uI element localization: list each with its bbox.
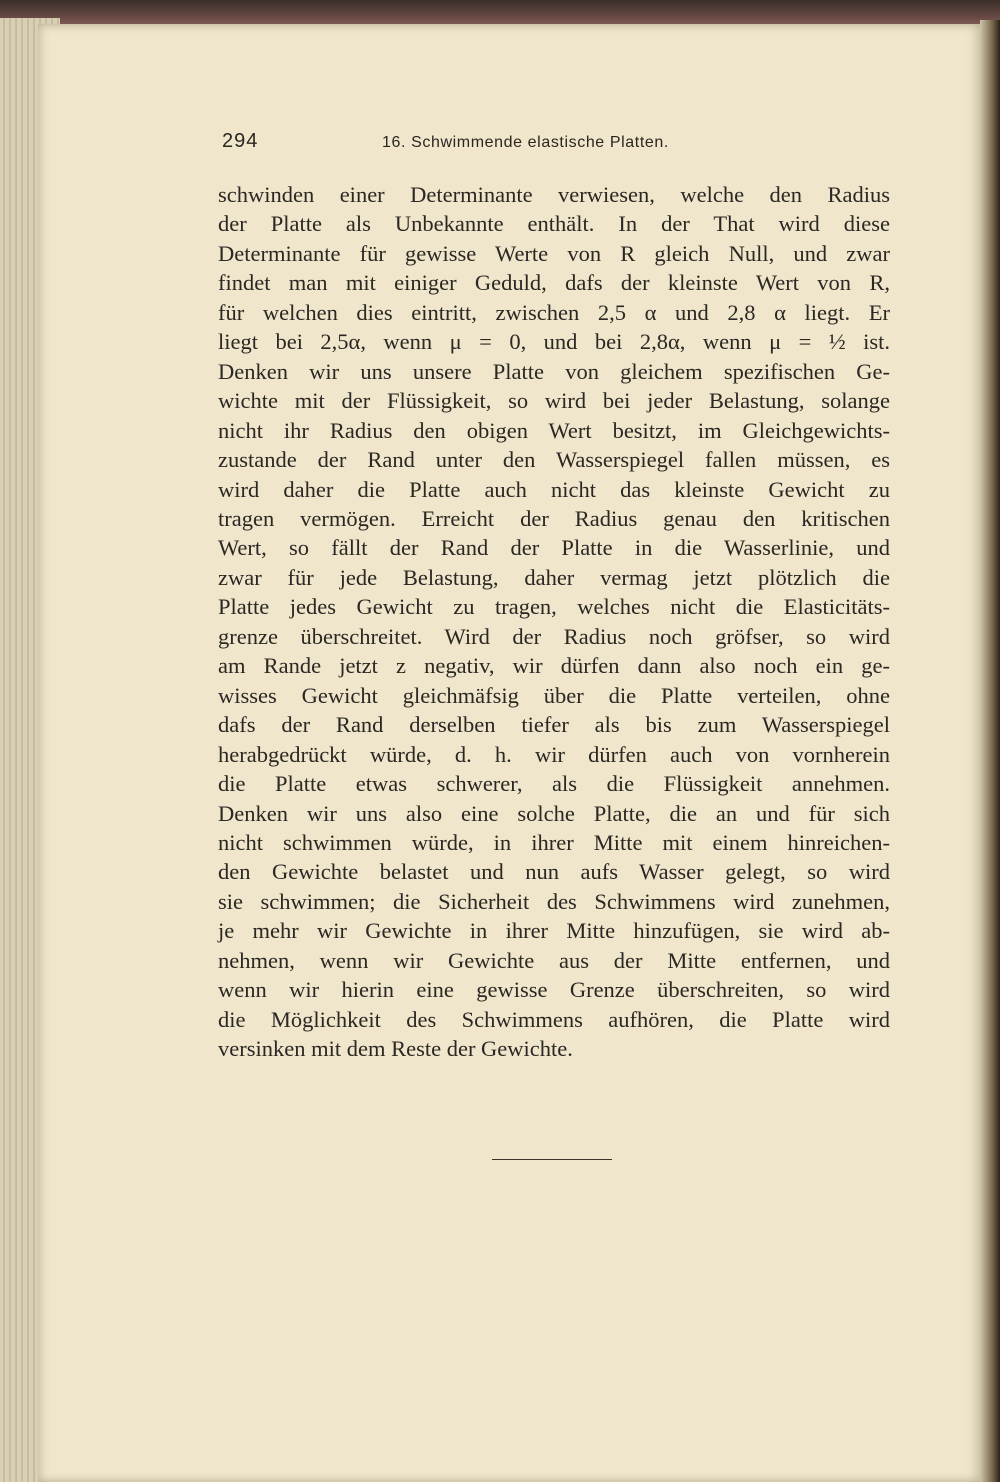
text-line: grenze überschreitet. Wird der Radius noch gröfser, so wird [218, 623, 890, 649]
book-right-edge [980, 20, 1000, 1482]
text-line: der Platte als Unbekannte enthält. In der That wird diese [218, 211, 890, 237]
text-line: Denken wir uns also eine solche Platte, die an und für sich [218, 800, 890, 826]
text-line: dafs der Rand derselben tiefer als bis zum Wasserspiegel [218, 712, 890, 738]
text-line: die Platte etwas schwerer, als die Flüssigkeit annehmen. [218, 771, 890, 797]
text-line: herabgedrückt würde, d. h. wir dürfen auch von vornherein [218, 741, 890, 767]
page-number: 294 [222, 130, 259, 152]
text-line: Wert, so fällt der Rand der Platte in die Wasserlinie, und [218, 535, 890, 561]
text-line: wenn wir hierin eine gewisse Grenze überschreiten, so wird [218, 977, 890, 1003]
text-line: am Rande jetzt z negativ, wir dürfen dann also noch ein ge- [218, 653, 890, 679]
text-line: sie schwimmen; die Sicherheit des Schwimmens wird zunehmen, [218, 888, 890, 914]
section-end-rule [492, 1159, 612, 1160]
body-paragraph [218, 180, 890, 1064]
text-line: findet man mit einiger Geduld, dafs der kleinste Wert von R, [218, 270, 890, 296]
text-line: wichte mit der Flüssigkeit, so wird bei jeder Belastung, solange [218, 388, 890, 414]
text-line: schwinden einer Determinante verwiesen, welche den Radius [218, 182, 890, 207]
text-line: wisses Gewicht gleichmäfsig über die Platte verteilen, ohne [218, 682, 890, 708]
text-line: versinken mit dem Reste der Gewichte. [218, 1036, 573, 1062]
text-line: zwar für jede Belastung, daher vermag jetzt plötzlich die [218, 564, 890, 590]
text-line: Determinante für gewisse Werte von R gleich Null, und zwar [218, 240, 890, 266]
text-line: je mehr wir Gewichte in ihrer Mitte hinzufügen, sie wird ab- [218, 918, 890, 944]
text-line: Denken wir uns unsere Platte von gleichem spezifischen Ge- [218, 358, 890, 384]
text-line: tragen vermögen. Erreicht der Radius genau den kritischen [218, 505, 890, 531]
running-head: 16. Schwimmende elastische Platten. [382, 134, 669, 151]
text-line: nicht ihr Radius den obigen Wert besitzt, im Gleichgewichts- [218, 417, 890, 443]
text-line: wird daher die Platte auch nicht das kleinste Gewicht zu [218, 476, 890, 502]
text-line: den Gewichte belastet und nun aufs Wasser gelegt, so wird [218, 859, 890, 885]
text-line: nicht schwimmen würde, in ihrer Mitte mit einem hinreichen- [218, 829, 890, 855]
text-line: liegt bei 2,5α, wenn μ = 0, und bei 2,8α, wenn μ = ½ ist. [218, 329, 890, 355]
text-line: die Möglichkeit des Schwimmens aufhören, die Platte wird [218, 1006, 890, 1032]
text-line: zustande der Rand unter den Wasserspiegel fallen müssen, es [218, 447, 890, 473]
text-line: nehmen, wenn wir Gewichte aus der Mitte entfernen, und [218, 947, 890, 973]
text-line: Platte jedes Gewicht zu tragen, welches nicht die Elasticitäts- [218, 594, 890, 620]
text-line: für welchen dies eintritt, zwischen 2,5 α und 2,8 α liegt. Er [218, 299, 890, 325]
